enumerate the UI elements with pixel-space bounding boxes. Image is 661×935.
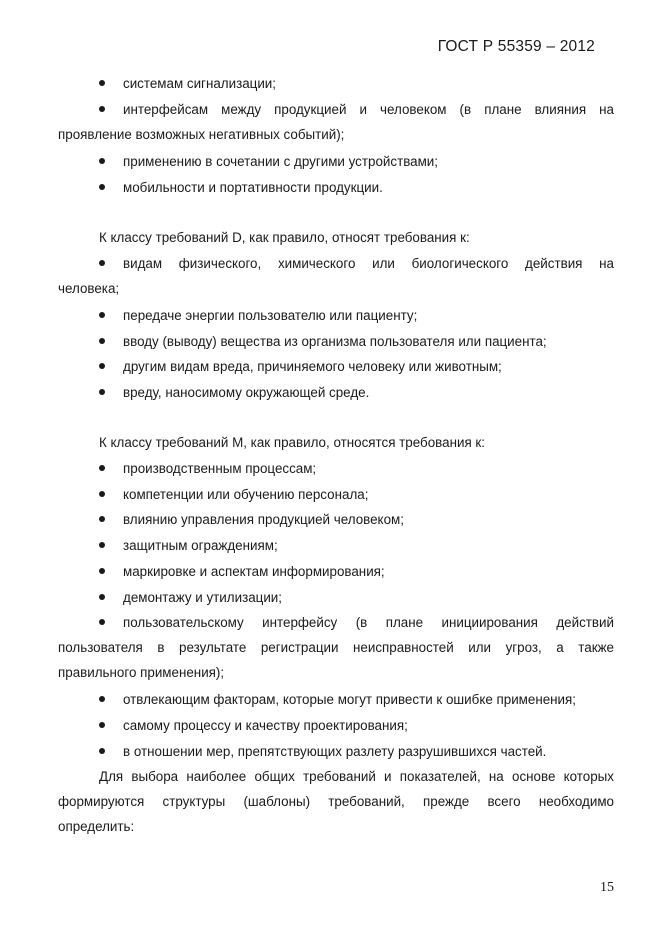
bullet-item: защитным ограждениям;	[123, 538, 278, 553]
bullet-item: мобильности и портативности продукции.	[123, 180, 383, 195]
bullet-item: видам физического, химического или биологического действия на	[123, 256, 614, 271]
bullet-icon	[99, 158, 105, 164]
bullet-item: интерфейсам между продукцией и человеком (в плане влияния на	[123, 102, 614, 117]
bullet-item: применению в сочетании с другими устройствами;	[123, 154, 439, 169]
bullet-item: системам сигнализации;	[123, 76, 277, 91]
bullet-icon	[99, 516, 105, 522]
bullet-icon	[99, 465, 105, 471]
bullet-item-continuation: правильного применения);	[58, 665, 225, 680]
bullet-icon	[99, 389, 105, 395]
bullet-item: вводу (выводу) вещества из организма пользователя или пациента;	[123, 334, 547, 349]
bullet-icon	[99, 312, 105, 318]
page-number: 15	[600, 880, 614, 895]
bullet-icon	[99, 542, 105, 548]
bullet-icon	[99, 748, 105, 754]
bullet-item-continuation: проявление возможных негативных событий);	[58, 127, 345, 142]
bullet-icon	[99, 594, 105, 600]
bullet-item-continuation: пользователя в результате регистрации неисправностей или угроз, а также	[58, 640, 614, 655]
bullet-icon	[99, 184, 105, 190]
paragraph-line: определить:	[58, 819, 135, 834]
bullet-icon	[99, 106, 105, 112]
paragraph-class-m-intro: К классу требований М, как правило, относятся требования к:	[99, 435, 485, 450]
paragraph-first-line: Для выбора наиболее общих требований и показателей, на основе которых	[99, 769, 614, 784]
bullet-item: демонтажу и утилизации;	[123, 590, 283, 605]
bullet-item-continuation: человека;	[58, 281, 120, 296]
bullet-icon	[99, 619, 105, 625]
bullet-icon	[99, 568, 105, 574]
bullet-icon	[99, 338, 105, 344]
bullet-item: компетенции или обучению персонала;	[123, 487, 369, 502]
bullet-item: вреду, наносимому окружающей среде.	[123, 385, 370, 400]
bullet-item: влиянию управления продукцией человеком;	[123, 512, 404, 527]
bullet-item: самому процессу и качеству проектирования;	[123, 718, 408, 733]
bullet-icon	[99, 491, 105, 497]
document-id-header: ГОСТ Р 55359 – 2012	[437, 38, 595, 55]
bullet-item: передаче энергии пользователю или пациенту;	[123, 308, 418, 323]
bullet-icon	[99, 722, 105, 728]
paragraph-line: формируются структуры (шаблоны) требований, прежде всего необходимо	[58, 794, 614, 809]
bullet-icon	[99, 696, 105, 702]
bullet-icon	[99, 260, 105, 266]
bullet-item: отвлекающим факторам, которые могут привести к ошибке применения;	[123, 692, 577, 707]
bullet-icon	[99, 80, 105, 86]
bullet-icon	[99, 363, 105, 369]
paragraph-class-d-intro: К классу требований D, как правило, относят требования к:	[99, 230, 470, 245]
bullet-item: маркировке и аспектам информирования;	[123, 564, 385, 579]
bullet-item: производственным процессам;	[123, 461, 317, 476]
bullet-item: пользовательскому интерфейсу (в плане инициирования действий	[123, 615, 614, 630]
bullet-item: другим видам вреда, причиняемого человеку или животным;	[123, 359, 502, 374]
bullet-item: в отношении мер, препятствующих разлету разрушившихся частей.	[123, 744, 547, 759]
